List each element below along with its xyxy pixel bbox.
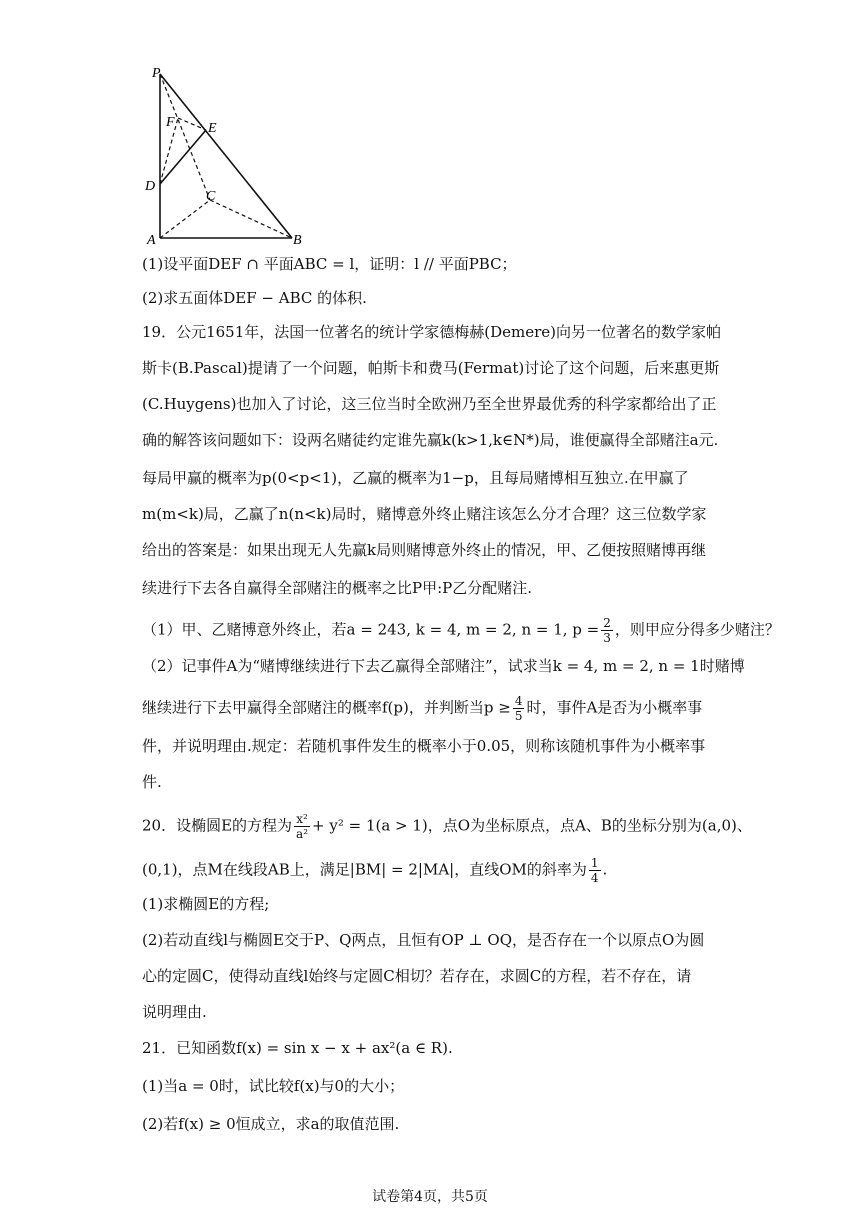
q21-part1: (1)当a = 0时，试比较f(x)与0的大小；	[142, 1077, 405, 1095]
q19-line2: 斯卡(B.Pascal)提请了一个问题，帕斯卡和费马(Fermat)讨论了这个问题，后来惠更斯	[142, 359, 720, 377]
q19-line5: 每局甲赢的概率为p(0<p<1)，乙赢的概率为1−p，且每局赌博相互独立.在甲赢了	[142, 469, 689, 487]
q19-line4: 确的解答该问题如下：设两名赌徒约定谁先赢k(k>1,k∈N*)局，谁便赢得全部赌注a元.	[142, 431, 719, 449]
q19-sub1-text-b: ，则甲应分得多少赌注？	[614, 620, 780, 639]
q19-sub2-line4: 件.	[142, 773, 162, 791]
label-B: B	[293, 233, 302, 248]
q19-sub2-fraction	[513, 694, 525, 723]
edge-DE	[160, 130, 206, 184]
q19-line7: 给出的答案是：如果出现无人先赢k局则赌博意外终止的情况，甲、乙便按照赌博再继	[142, 541, 707, 559]
q19-sub1	[142, 616, 780, 645]
q20-frac1-numerator: x²	[294, 812, 310, 827]
q20-frac2-denominator: 4	[590, 871, 599, 885]
edge-CB	[210, 200, 292, 238]
label-E: E	[208, 121, 217, 136]
q20-fraction-1	[294, 812, 310, 841]
q20-text-b: + y² = 1(a > 1)，点O为坐标原点，点A、B的坐标分别为(a,0)、	[312, 816, 752, 835]
q18-part1: (1)设平面DEF ∩ 平面ABC = l，证明：l // 平面PBC；	[142, 255, 517, 273]
q20-text-a: 20．设椭圆E的方程为	[142, 816, 293, 835]
q20-part2-line3: 说明理由.	[142, 1003, 207, 1021]
label-P: P	[152, 66, 161, 81]
q20-line2	[142, 856, 607, 885]
q20-line2-text-b: .	[602, 860, 608, 879]
q19-line3: (C.Huygens)也加入了讨论，这三位当时全欧洲乃至全世界最优秀的科学家都给出了正	[142, 395, 717, 413]
q20-part1: (1)求椭圆E的方程;	[142, 895, 270, 913]
q19-sub2-denominator: 5	[514, 709, 523, 723]
q19-sub2-line1: （2）记事件A为“赌博继续进行下去乙赢得全部赌注”，试求当k = 4, m = 2, n = 1时赌博	[142, 657, 745, 675]
q18-part2: (2)求五面体DEF − ABC 的体积.	[142, 289, 367, 307]
q19-sub2-text-a: 继续进行下去甲赢得全部赌注的概率f(p)，并判断当p ≥	[142, 698, 511, 717]
q20-part2-line1: (2)若动直线l与椭圆E交于P、Q两点，且恒有OP ⊥ OQ，是否存在一个以原点O为圆	[142, 931, 705, 949]
q19-sub2-line3: 件，并说明理由.规定：若随机事件发生的概率小于0.05，则称该随机事件为小概率事	[142, 737, 706, 755]
q20-part2-line2: 心的定圆C，使得动直线l始终与定圆C相切？若存在，求圆C的方程，若不存在，请	[142, 967, 692, 985]
label-C: C	[206, 189, 216, 204]
label-A: A	[147, 233, 156, 248]
edge-AC	[160, 200, 210, 238]
q19-sub2-text-b: 时，事件A是否为小概率事	[526, 698, 703, 717]
q20-line2-text-a: (0,1)，点M在线段AB上，满足|BM| = 2|MA|，直线OM的斜率为	[142, 860, 587, 879]
q20-fraction-2	[589, 856, 601, 885]
label-F: F	[166, 115, 175, 130]
q19-line6: m(m<k)局，乙赢了n(n<k)局时，赌博意外终止赌注该怎么分才合理？这三位数学家	[142, 505, 707, 523]
q19-sub1-text-a: （1）甲、乙赌博意外终止，若a = 243, k = 4, m = 2, n = 1, p =	[142, 620, 600, 639]
q20-frac2-numerator: 1	[590, 856, 599, 870]
edge-FE	[178, 118, 206, 130]
q19-sub1-denominator: 3	[603, 631, 611, 645]
q20-line1	[142, 812, 752, 841]
q19-sub1-fraction	[601, 616, 613, 645]
label-D: D	[145, 179, 156, 194]
edge-PC	[160, 74, 210, 200]
q19-line8: 续进行下去各自赢得全部赌注的概率之比P甲:P乙分配赌注.	[142, 579, 533, 597]
pyramid-figure	[140, 60, 320, 250]
page-footer: 试卷第4页，共5页	[372, 1189, 488, 1205]
q21-line1: 21．已知函数f(x) = sin x − x + ax²(a ∈ R).	[142, 1039, 453, 1057]
q19-sub2-line2	[142, 694, 702, 723]
edge-PB	[160, 74, 292, 238]
q20-frac1-denominator: a²	[296, 827, 309, 841]
q19-sub2-numerator: 4	[514, 694, 523, 708]
q19-sub1-numerator: 2	[603, 616, 611, 630]
q19-line1: 19．公元1651年，法国一位著名的统计学家德梅赫(Demere)向另一位著名的数学家帕	[142, 323, 722, 341]
q21-part2: (2)若f(x) ≥ 0恒成立，求a的取值范围.	[142, 1115, 400, 1133]
